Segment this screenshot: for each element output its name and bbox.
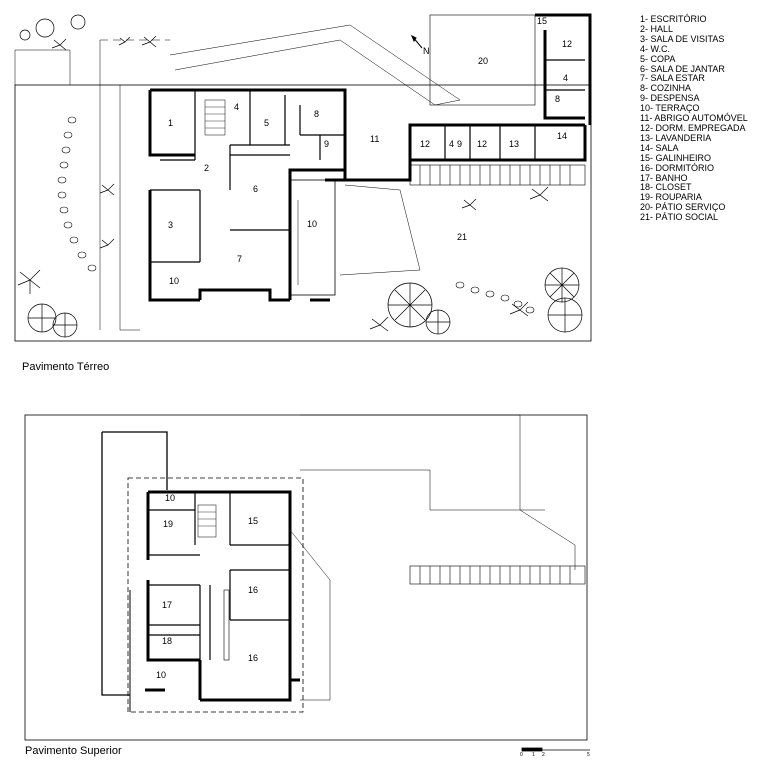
room-label: 15 — [537, 16, 548, 26]
room-label: 19 — [163, 519, 174, 529]
legend-item: 2- HALL — [640, 23, 674, 34]
room-label: 15 — [248, 516, 259, 526]
room-label: 8 — [555, 94, 561, 104]
legend-item: 12- DORM. EMPREGADA — [640, 122, 746, 133]
room-label: 9 — [324, 139, 330, 149]
room-label: 10 — [307, 219, 318, 229]
room-label: 10 — [169, 276, 180, 286]
garage-outline — [290, 180, 335, 295]
room-label: 1 — [168, 118, 174, 128]
ground-house-walls — [150, 15, 590, 300]
room-label: 18 — [162, 636, 173, 646]
scale-label: 0 — [520, 752, 523, 758]
ground-floor-plan — [15, 15, 591, 341]
stair-upper — [198, 505, 216, 537]
room-label: 9 — [457, 139, 463, 149]
legend-item: 13- LAVANDERIA — [640, 132, 712, 143]
legend-item: 17- BANHO — [640, 172, 688, 183]
garden-vegetation — [18, 15, 582, 337]
legend-item: 3- SALA DE VISITAS — [640, 33, 725, 44]
room-label: 10 — [165, 493, 176, 503]
legend-item: 5- COPA — [640, 53, 676, 64]
legend-item: 11- ABRIGO AUTOMÓVEL — [640, 113, 748, 124]
stair-ground — [205, 100, 225, 135]
room-label: 8 — [314, 109, 320, 119]
ground-floor-title: Pavimento Térreo — [22, 361, 110, 373]
upper-fence — [410, 566, 585, 584]
scale-bar — [522, 748, 590, 751]
room-label: 13 — [509, 139, 520, 149]
ground-site-path — [15, 50, 70, 85]
room-label: 20 — [478, 56, 489, 66]
legend-item: 19- ROUPARIA — [640, 192, 702, 203]
scale-label: 5 — [587, 752, 590, 758]
upper-interior-walls — [148, 492, 290, 660]
room-label: 4 — [449, 139, 455, 149]
room-label: 10 — [156, 670, 167, 680]
room-label: 3 — [168, 220, 174, 230]
scale-label: 1 — [532, 752, 535, 758]
room-label: 12 — [420, 139, 431, 149]
legend-item: 15- GALINHEIRO — [640, 152, 712, 163]
room-label: 7 — [237, 254, 243, 264]
legend-item: 7- SALA ESTAR — [640, 73, 705, 84]
legend-item: 6- SALA DE JANTAR — [640, 63, 725, 74]
legend-item: 10- TERRAÇO — [640, 103, 700, 114]
north-label: N — [423, 46, 430, 56]
room-label: 2 — [204, 163, 210, 173]
room-label: 5 — [264, 118, 270, 128]
legend-item: 8- COZINHA — [640, 83, 692, 94]
room-label: 4 — [234, 102, 240, 112]
legend-item: 14- SALA — [640, 142, 679, 153]
room-label: 6 — [253, 184, 259, 194]
upper-floor-title: Pavimento Superior — [25, 745, 122, 757]
legend-item: 16- DORMITÓRIO — [640, 162, 715, 173]
room-label: 16 — [248, 653, 259, 663]
room-label: 14 — [557, 131, 568, 141]
stepping-stones — [58, 117, 534, 313]
upper-site-boundary — [25, 415, 587, 740]
room-label: 21 — [457, 232, 468, 242]
legend-item: 4- W.C. — [640, 43, 671, 54]
scale-label: 2 — [542, 752, 545, 758]
room-label: 16 — [248, 585, 259, 595]
legend-item: 21- PÁTIO SOCIAL — [640, 212, 719, 223]
room-label: 11 — [370, 134, 380, 144]
legend-item: 9- DESPENSA — [640, 93, 700, 104]
legend-item: 18- CLOSET — [640, 182, 692, 193]
north-arrow-icon — [412, 36, 422, 48]
legend-item: 1- ESCRITÓRIO — [640, 14, 707, 24]
ground-site-boundary — [15, 85, 591, 341]
upper-dashed-outline — [128, 478, 303, 712]
legend-item: 20- PÁTIO SERVIÇO — [640, 202, 726, 213]
room-label: 12 — [477, 139, 488, 149]
terrace-fence — [410, 165, 585, 185]
room-legend — [640, 15, 748, 223]
room-label: 17 — [162, 600, 173, 610]
room-label: 4 — [563, 73, 569, 83]
upper-floor-plan — [25, 415, 590, 751]
room-label: 12 — [562, 39, 573, 49]
